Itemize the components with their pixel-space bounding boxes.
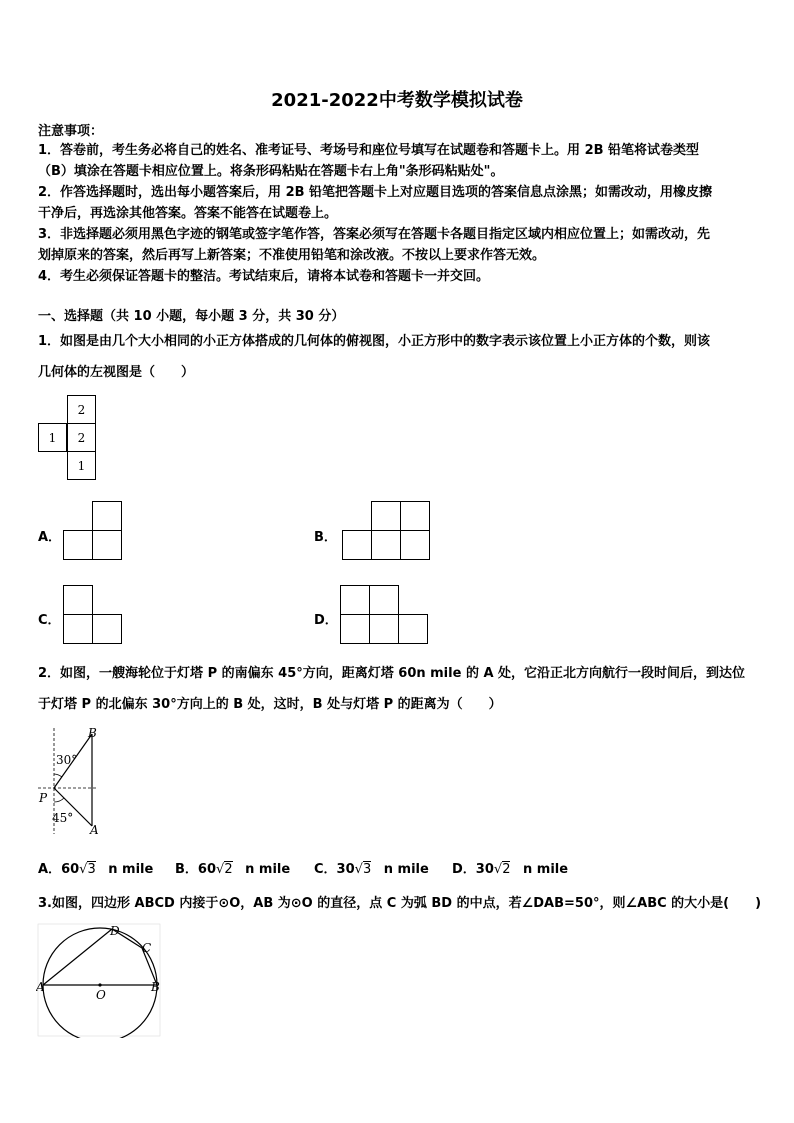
point-label-b: B [88, 726, 97, 740]
cube-square [398, 614, 428, 644]
option-unit: n mile [245, 862, 291, 877]
option-label: B． [175, 862, 198, 877]
point-label-b: B [151, 980, 160, 994]
angle-label-30: 30° [56, 753, 78, 767]
q2-option-c[interactable] [314, 858, 429, 877]
question-2-line1: 2．如图，一艘海轮位于灯塔 P 的南偏东 45°方向，距离灯塔 60n mile 的 A 处，它沿正北方向航行一段时间后，到达位 [38, 666, 746, 681]
cube-square [92, 501, 122, 531]
option-unit: n mile [523, 862, 569, 877]
cube-square [92, 530, 122, 560]
cube-square [400, 501, 430, 531]
q3-circle-figure [36, 922, 164, 1038]
option-coef: 30 [475, 862, 494, 877]
cube-square [342, 530, 372, 560]
notice-heading: 注意事项： [38, 124, 104, 139]
cube-square [340, 614, 370, 644]
q1-option-c-label[interactable]: C． [38, 613, 61, 628]
q1-option-a-label[interactable]: A． [38, 530, 62, 545]
option-radicand: 3 [362, 862, 372, 877]
section-heading: 一、选择题（共 10 小题，每小题 3 分，共 30 分） [38, 309, 345, 324]
page-title: 2021-2022中考数学模拟试卷 [271, 90, 523, 111]
cube-square [63, 585, 93, 615]
question-1-line1: 1．如图是由几个大小相同的小正方体搭成的几何体的俯视图，小正方形中的数字表示该位置上小正方体的个数，则该 [38, 334, 711, 349]
option-coef: 60 [61, 862, 80, 877]
cube-square [92, 614, 122, 644]
option-label: A． [38, 862, 62, 877]
sqrt-sign: √ [493, 862, 503, 877]
q2-option-a[interactable] [38, 858, 153, 877]
option-unit: n mile [383, 862, 429, 877]
option-unit: n mile [108, 862, 154, 877]
notice-line: 1．答卷前，考生务必将自己的姓名、准考证号、考场号和座位号填写在试题卷和答题卡上。用 2B 铅笔将试卷类型 [38, 143, 700, 158]
option-coef: 30 [336, 862, 355, 877]
question-1-line2: 几何体的左视图是（ ） [38, 365, 195, 380]
point-label-a: A [36, 980, 45, 994]
point-label-o: O [96, 988, 106, 1002]
cube-square [340, 585, 370, 615]
point-label-a: A [90, 823, 99, 837]
notice-line: 干净后，再选涂其他答案。答案不能答在试题卷上。 [38, 206, 338, 221]
notice-line: 4．考生必须保证答题卡的整洁。考试结束后，请将本试卷和答题卡一并交回。 [38, 269, 490, 284]
cube-square [371, 530, 401, 560]
grid-cell: 1 [67, 451, 96, 480]
question-2-line2: 于灯塔 P 的北偏东 30°方向上的 B 处，这时，B 处与灯塔 P 的距离为（ ） [38, 697, 502, 712]
option-radicand: 2 [224, 862, 233, 877]
sqrt-sign: √ [354, 862, 363, 877]
notice-line: 3．非选择题必须用黑色字迹的钢笔或签字笔作答，答案必须写在答题卡各题目指定区域内相应位置上；如需改动，先 [38, 227, 711, 242]
notice-line: （B）填涂在答题卡相应位置上。将条形码粘贴在答题卡右上角"条形码粘贴处"。 [38, 164, 504, 179]
cube-square [63, 530, 93, 560]
sqrt-sign: √ [216, 862, 225, 877]
cube-square [63, 614, 93, 644]
sqrt-sign: √ [79, 862, 88, 877]
cube-square [369, 614, 399, 644]
cube-square [400, 530, 430, 560]
q2-option-d[interactable] [452, 858, 568, 877]
grid-cell: 2 [67, 395, 96, 424]
cube-square [371, 501, 401, 531]
option-coef: 60 [197, 862, 217, 877]
q1-option-d-label[interactable]: D． [314, 613, 338, 628]
grid-cell: 1 [38, 423, 67, 452]
point-label-c: C [142, 941, 152, 955]
notice-line: 划掉原来的答案，然后再写上新答案；不准使用铅笔和涂改液。不按以上要求作答无效。 [38, 248, 546, 263]
option-radicand: 3 [87, 862, 96, 877]
angle-label-45: 45° [52, 811, 74, 825]
q1-option-b-label[interactable]: B． [314, 530, 337, 545]
q2-option-b[interactable] [175, 858, 290, 877]
grid-cell: 2 [67, 423, 96, 452]
point-label-d: D [110, 924, 120, 938]
notice-line: 2．作答选择题时，选出每小题答案后，用 2B 铅笔把答题卡上对应题目选项的答案信息点涂黑；如需改动，用橡皮擦 [38, 185, 713, 200]
q2-navigation-figure [36, 726, 106, 838]
cube-square [369, 585, 399, 615]
point-label-p: P [39, 791, 48, 805]
option-label: C． [314, 862, 337, 877]
question-3: 3.如图，四边形 ABCD 内接于⊙O，AB 为⊙O 的直径，点 C 为弧 BD 的中点，若∠DAB=50°，则∠ABC 的大小是( ) [38, 896, 762, 911]
option-label: D． [452, 862, 476, 877]
option-radicand: 2 [502, 862, 511, 877]
